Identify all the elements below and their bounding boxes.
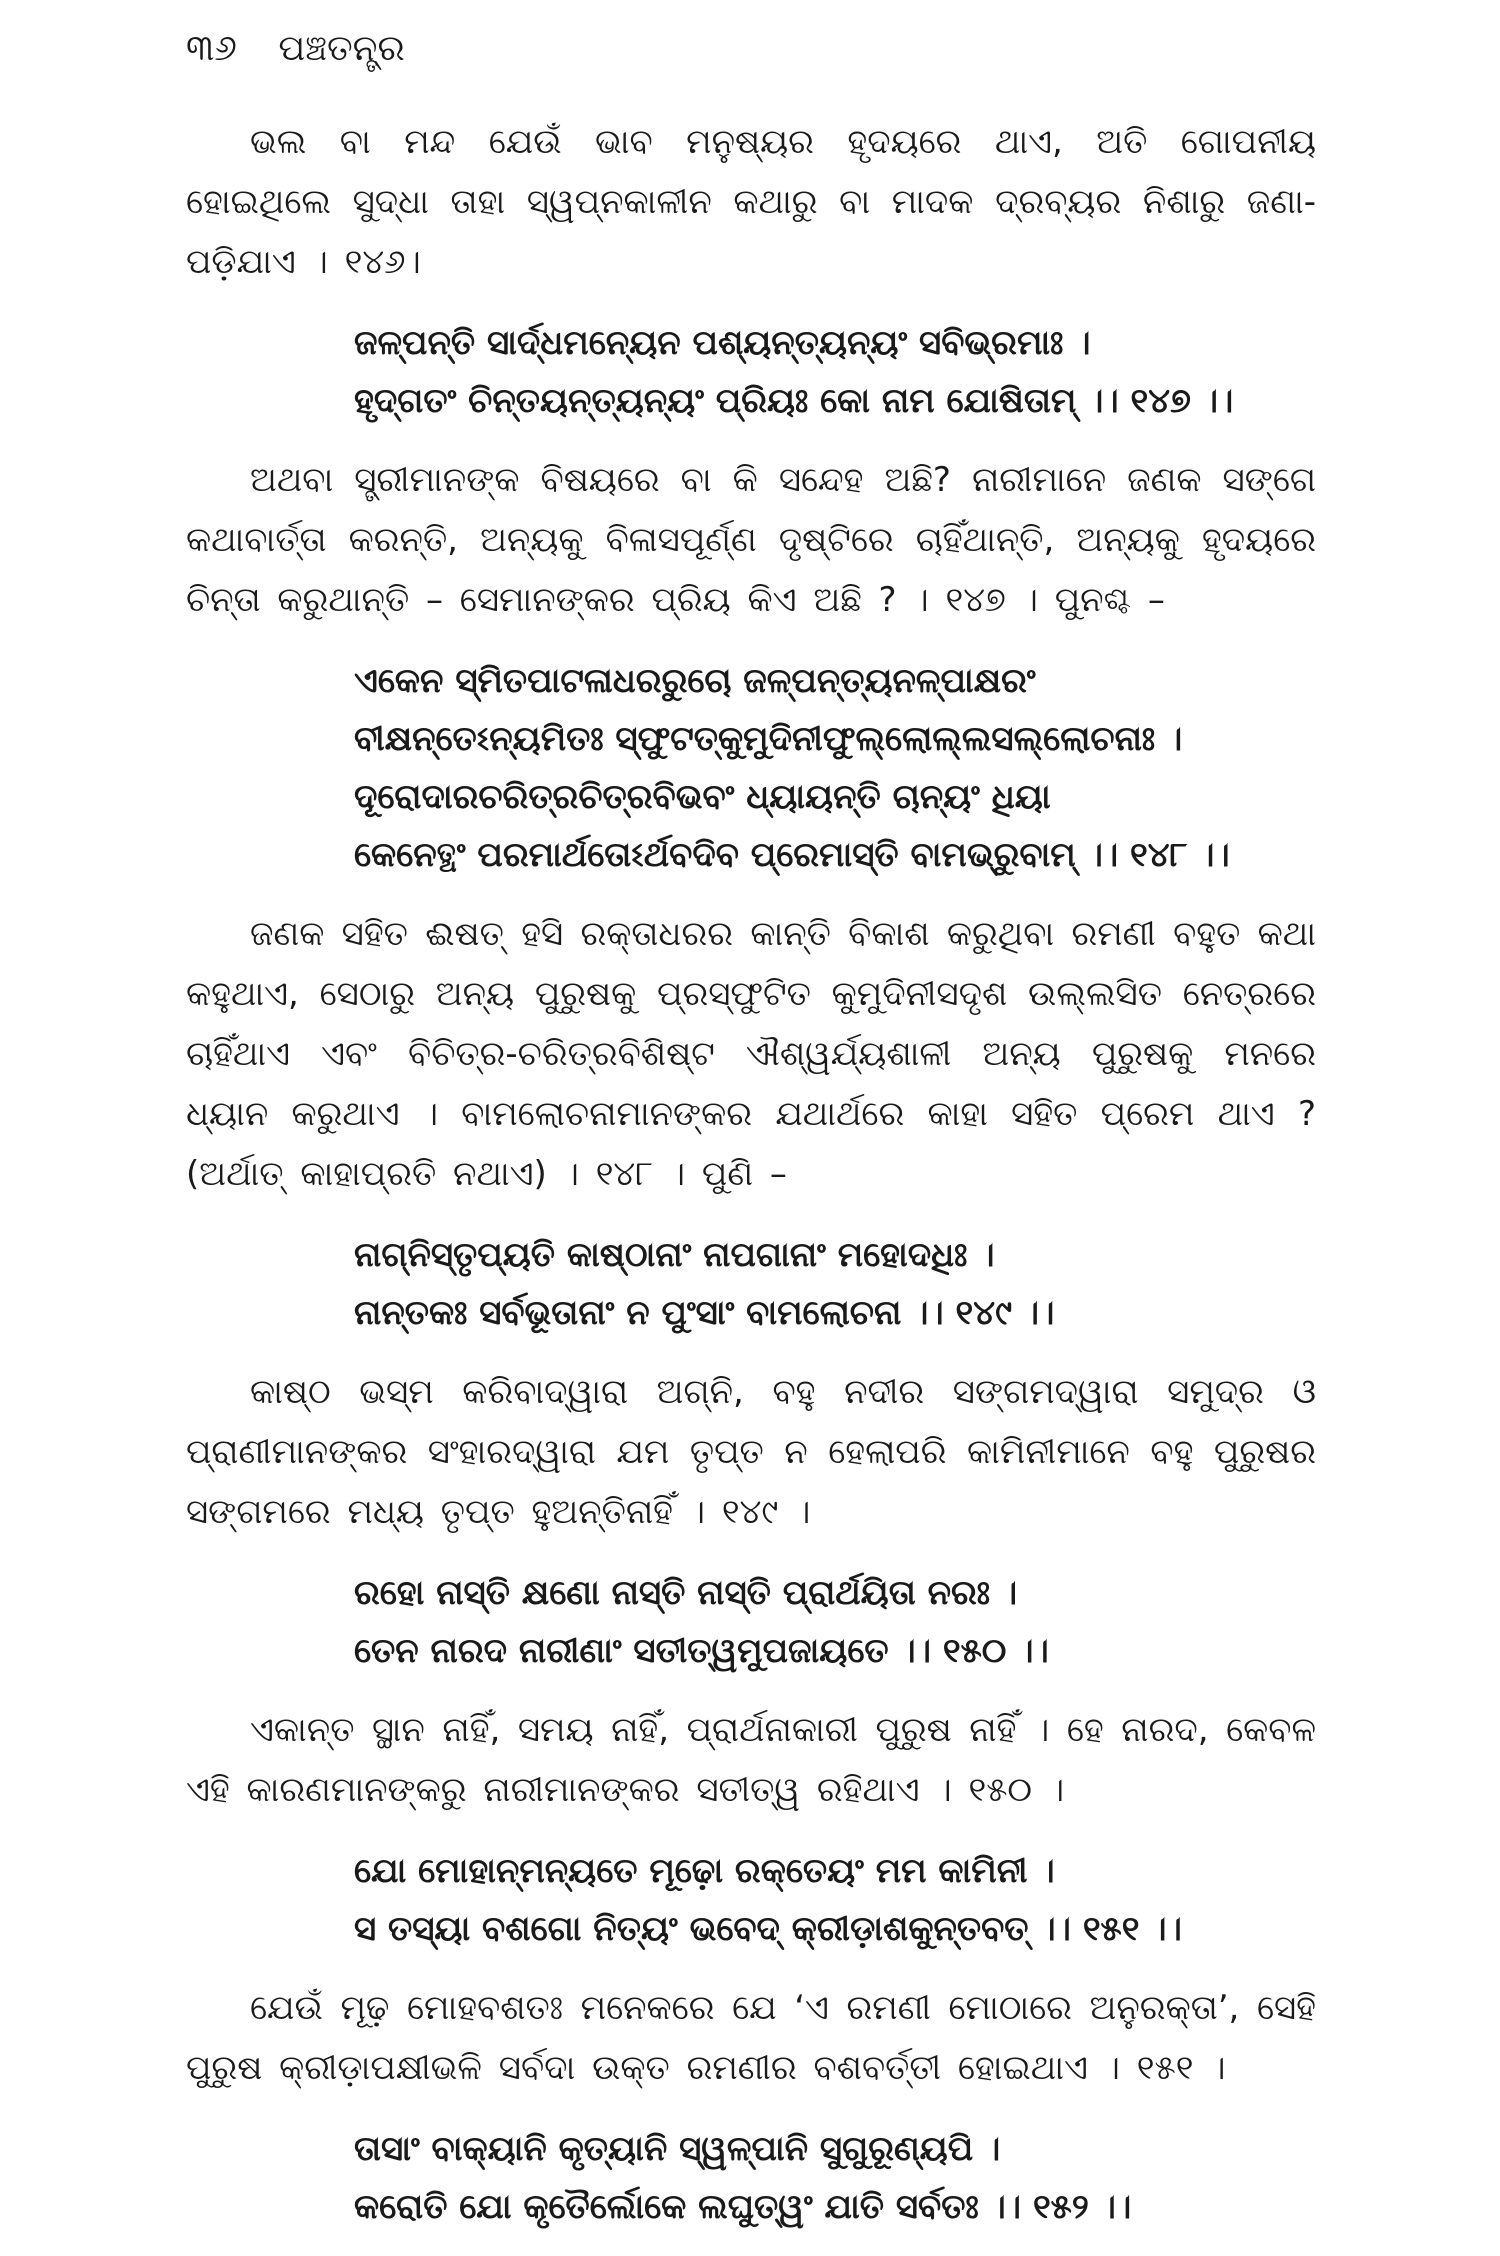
book-title: ପଞ୍ଚତନ୍ତ୍ର bbox=[278, 28, 405, 69]
page-number: ୩୬ bbox=[186, 28, 237, 69]
verse-line: ଏକେନ ସ୍ମିତପାଟଳାଧରରୁଚୋ ଜଳ୍ପନ୍ତ୍ୟନଳ୍ପାକ୍ଷରଂ bbox=[354, 661, 1036, 701]
commentary-paragraph: ଅଥବା ସ୍ତ୍ରୀମାନଙ୍କ ବିଷୟରେ ବା କି ସନ୍ଦେହ ଅଛି? ନାରୀମାନେ ଜଣକ ସଙ୍ଗେ କଥାବାର୍ତ୍ତା କରନ୍ତି, ଅନ୍ୟକୁ ବିଳାସପୂର୍ଣ୍ଣ ଦୃଷ୍ଟିରେ ଚାହିଁଥାନ୍ତି, ଅନ୍ୟକୁ ହୃଦୟରେ ଚିନ୍ତା କରୁଥାନ୍ତି – ସେମାନଙ୍କର ପ୍ରିୟ କିଏ ଅଛି ? । ୧୪୭ । ପୁନଶ୍ଚ – bbox=[186, 460, 1316, 620]
page-body bbox=[186, 112, 1316, 2256]
verse-line: ଦୂରୋଦାରଚରିତ୍ରଚିତ୍ରବିଭବଂ ଧ୍ୟାୟନ୍ତି ଚାନ୍ୟଂ ଧିୟା bbox=[354, 777, 1051, 817]
verse-line: କେନେତ୍ଥଂ ପରମାର୍ଥତୋଽର୍ଥବଦିବ ପ୍ରେମାସ୍ତି ବାମଭ୍ରୁବାମ୍ ।। ୧୪୮ ।। bbox=[354, 835, 1230, 875]
sanskrit-verse bbox=[186, 652, 1316, 884]
verse-line: ସ ତସ୍ୟା ବଶଗୋ ନିତ୍ୟଂ ଭବେଦ୍ କ୍ରୀଡ଼ାଶକୁନ୍ତବତ୍ ।। ୧୫୧ ।। bbox=[354, 1909, 1182, 1949]
sanskrit-verse bbox=[186, 1842, 1316, 1958]
verse-line: ଜଳ୍ପନ୍ତି ସାର୍ଦ୍ଧମନ୍ୟେନ ପଶ୍ୟନ୍ତ୍ୟନ୍ୟଂ ସବିଭ୍ରମାଃ । bbox=[354, 323, 1091, 363]
verse-line: ତେନ ନାରଦ ନାରୀଣାଂ ସତୀତ୍ୱମୁପଜାୟତେ ।। ୧୫୦ ।। bbox=[354, 1631, 1049, 1671]
verse-line: କରୋତି ଯୋ କୃତୈର୍ଲୋକେ ଲଘୁତ୍ୱଂ ଯାତି ସର୍ବତଃ ।। ୧୫୨ ।। bbox=[354, 2187, 1132, 2227]
sanskrit-verse bbox=[186, 2120, 1316, 2236]
sanskrit-verse bbox=[186, 1226, 1316, 1342]
commentary-paragraph: ଏକାନ୍ତ ସ୍ଥାନ ନାହିଁ, ସମୟ ନାହିଁ, ପ୍ରାର୍ଥନାକାରୀ ପୁରୁଷ ନାହିଁ । ହେ ନାରଦ, କେବଳ ଏହି କାରଣମାନଙ୍କରୁ ନାରୀମାନଙ୍କର ସତୀତ୍ୱ ରହିଥାଏ । ୧୫୦ । bbox=[186, 1710, 1316, 1810]
sanskrit-verse bbox=[186, 1564, 1316, 1680]
verse-line: ତାସାଂ ବାକ୍ୟାନି କୃତ୍ୟାନି ସ୍ୱଳ୍ପାନି ସୁଗୁରୂଣ୍ୟପି । bbox=[354, 2129, 1001, 2169]
page-header bbox=[186, 28, 405, 70]
commentary-paragraph: ଯେଉଁ ମୂଢ଼ ମୋହବଶତଃ ମନେକରେ ଯେ ‘ଏ ରମଣୀ ମୋଠାରେ ଅନୁରକ୍ତା’, ସେହି ପୁରୁଷ କ୍ରୀଡ଼ାପକ୍ଷୀଭଳି ସର୍ବଦା ଉକ୍ତ ରମଣୀର ବଶବର୍ତ୍ତୀ ହୋଇଥାଏ । ୧୫୧ । bbox=[186, 1988, 1316, 2088]
sanskrit-verse bbox=[186, 314, 1316, 430]
verse-line: ରହୋ ନାସ୍ତି କ୍ଷଣୋ ନାସ୍ତି ନାସ୍ତି ପ୍ରାର୍ଥୟିତା ନରଃ । bbox=[354, 1573, 1018, 1613]
verse-line: ଯୋ ମୋହାନ୍ମନ୍ୟତେ ମୂଢ଼ୋ ରକ୍ତେୟଂ ମମ କାମିନୀ । bbox=[354, 1851, 1055, 1891]
commentary-paragraph: ଜଣକ ସହିତ ଈଷତ୍ ହସି ରକ୍ତାଧରର କାନ୍ତି ବିକାଶ କରୁଥିବା ରମଣୀ ବହୁତ କଥା କହୁଥାଏ, ସେଠାରୁ ଅନ୍ୟ ପୁରୁଷକୁ ପ୍ରସ୍ଫୁଟିତ କୁମୁଦିନୀସଦୃଶ ଉଲ୍ଲସିତ ନେତ୍ରରେ ଚାହିଁଥାଏ ଏବଂ ବିଚିତ୍ର-ଚରିତ୍ରବିଶିଷ୍ଟ ଐଶ୍ୱର୍ଯ୍ୟଶାଳୀ ଅନ୍ୟ ପୁରୁଷକୁ ମନରେ ଧ୍ୟାନ କରୁଥାଏ । ବାମଲୋଚନାମାନଙ୍କର ଯଥାର୍ଥରେ କାହା ସହିତ ପ୍ରେମ ଥାଏ ? (ଅର୍ଥାତ୍ କାହାପ୍ରତି ନଥାଏ) । ୧୪୮ । ପୁଣି – bbox=[186, 914, 1316, 1194]
commentary-paragraph: ଭଲ ବା ମନ୍ଦ ଯେଉଁ ଭାବ ମନୁଷ୍ୟର ହୃଦୟରେ ଥାଏ, ଅତି ଗୋପନୀୟ ହୋଇଥିଲେ ସୁଦ୍ଧା ତାହା ସ୍ୱପ୍ନକାଳୀନ କଥାରୁ ବା ମାଦକ ଦ୍ରବ୍ୟର ନିଶାରୁ ଜଣା-ପଡ଼ିଯାଏ । ୧୪୬। bbox=[186, 122, 1316, 282]
verse-line: ବୀକ୍ଷନ୍ତେଽନ୍ୟମିତଃ ସ୍ଫୁଟତ୍‌କୁମୁଦିନୀଫୁଲ୍ଲୋଲ୍ଲସଲ୍ଲୋଚନାଃ । bbox=[354, 719, 1183, 759]
verse-line: ହୃଦ୍‌ଗତଂ ଚିନ୍ତୟନ୍ତ୍ୟନ୍ୟଂ ପ୍ରିୟଃ କୋ ନାମ ଯୋଷିତାମ୍ ।। ୧୪୭ ।। bbox=[354, 381, 1234, 421]
verse-line: ନାଗ୍ନିସ୍ତୃପ୍ୟତି କାଷ୍ଠାନାଂ ନାପଗାନାଂ ମହୋଦଧିଃ । bbox=[354, 1235, 995, 1275]
verse-line: ନାନ୍ତକଃ ସର୍ବଭୂତାନାଂ ନ ପୁଂସାଂ ବାମଲୋଚନା ।। ୧୪୯ ।। bbox=[354, 1293, 1055, 1333]
commentary-paragraph: କାଷ୍ଠ ଭସ୍ମ କରିବାଦ୍ୱାରା ଅଗ୍ନି, ବହୁ ନଦୀର ସଙ୍ଗମଦ୍ୱାରା ସମୁଦ୍ର ଓ ପ୍ରାଣୀମାନଙ୍କର ସଂହାରଦ୍ୱାରା ଯମ ତୃପ୍ତ ନ ହେଲାପରି କାମିନୀମାନେ ବହୁ ପୁରୁଷର ସଙ୍ଗମରେ ମଧ୍ୟ ତୃପ୍ତ ହୁଅନ୍ତିନାହିଁ । ୧୪୯ । bbox=[186, 1372, 1316, 1532]
